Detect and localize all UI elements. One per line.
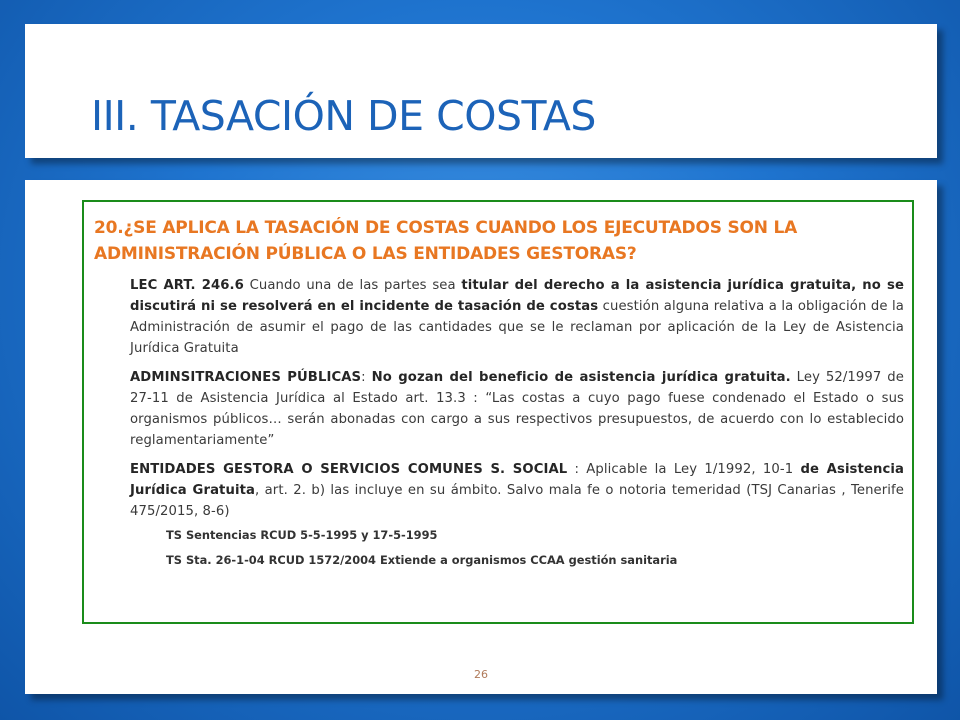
paragraph-lec	[130, 275, 904, 359]
title-panel	[25, 24, 937, 158]
text: :	[361, 370, 372, 385]
reference-1: TS Sentencias RCUD 5-5-1995 y 17-5-1995	[166, 528, 438, 542]
paragraph-entidades	[130, 459, 904, 522]
text: : Aplicable la Ley 1/1992, 10-1	[567, 462, 801, 477]
content-panel	[25, 180, 937, 694]
bold-text: ENTIDADES GESTORA O SERVICIOS COMUNES S. SOCIAL	[130, 462, 568, 477]
bold-text: titular del derecho a la asistencia jurídica gratuita, no se discutirá ni se resolverá en el incidente de tasación de costas	[130, 278, 904, 314]
reference-2: TS Sta. 26-1-04 RCUD 1572/2004 Extiende a organismos CCAA gestión sanitaria	[166, 553, 678, 567]
bold-text: LEC ART. 246.6	[130, 278, 244, 293]
question-heading: 20.¿SE APLICA LA TASACIÓN DE COSTAS CUANDO LOS EJECUTADOS SON LA ADMINISTRACIÓN PÚBLICA O LAS ENTIDADES GESTORAS?	[94, 218, 798, 264]
paragraph-administraciones	[130, 367, 904, 451]
slide-title: III. TASACIÓN DE COSTAS	[91, 92, 596, 140]
text: Ley 52/1997 de 27-11 de Asistencia Jurídica al Estado art. 13.3 : “Las costas a cuyo pago fuese condenado el Estado o sus organismos públicos… serán abonadas con cargo a sus respectivos presupuestos, de acuerdo con lo establecido reglamentariamente”	[130, 370, 904, 448]
bold-text: No gozan del beneficio de asistencia jurídica gratuita.	[371, 370, 791, 385]
text: Cuando una de las partes sea	[243, 278, 462, 293]
bold-text: de Asistencia Jurídica Gratuita	[130, 462, 904, 498]
content-box	[82, 200, 914, 624]
text: cuestión alguna relativa a la obligación de la Administración de asumir el pago de las cantidades que se le reclaman por aplicación de la Ley de Asistencia Jurídica Gratuita	[130, 299, 904, 356]
text: , art. 2. b) las incluye en su ámbito. Salvo mala fe o notoria temeridad (TSJ Canarias , Tenerife 475/2015, 8-6)	[130, 483, 904, 519]
bold-text: ADMINSITRACIONES PÚBLICAS	[130, 370, 362, 385]
page-number: 26	[474, 668, 488, 681]
